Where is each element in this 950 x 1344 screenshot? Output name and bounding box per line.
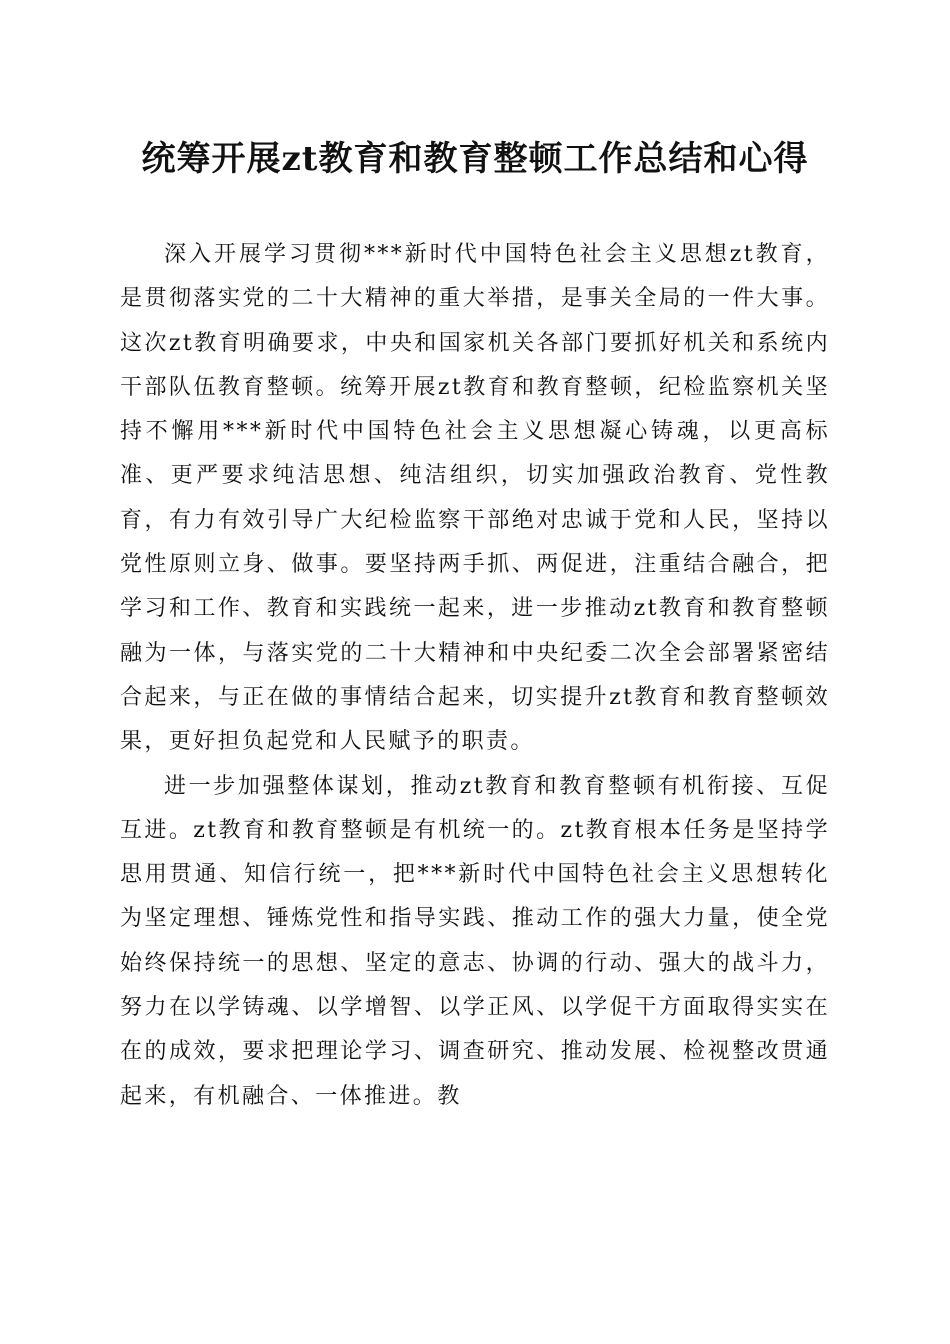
paragraph-2: 进一步加强整体谋划，推动zt教育和教育整顿有机衔接、互促互进。zt教育和教育整顿是有机统一的。zt教育根本任务是坚持学思用贯通、知信行统一，把***新时代中国特色社会主义思想转化为坚定理想、锤炼党性和指导实践、推动工作的强大力量，使全党始终保持统一的思想、坚定的意志、协调的行动、强大的战斗力，努力在以学铸魂、以学增智、以学正风、以学促干方面取得实实在在的成效，要求把理论学习、调查研究、推动发展、检视整改贯通起来，有机融合、一体推进。教 [120,773,830,1109]
paragraph-1: 深入开展学习贯彻***新时代中国特色社会主义思想zt教育，是贯彻落实党的二十大精神的重大举措，是事关全局的一件大事。这次zt教育明确要求，中央和国家机关各部门要抓好机关和系统内干部队伍教育整顿。统筹开展zt教育和教育整顿，纪检监察机关坚持不懈用***新时代中国特色社会主义思想凝心铸魂，以更高标准、更严要求纯洁思想、纯洁组织，切实加强政治教育、党性教育，有力有效引导广大纪检监察干部绝对忠诚于党和人民，坚持以党性原则立身、做事。要坚持两手抓、两促进，注重结合融合，把学习和工作、教育和实践统一起来，进一步推动zt教育和教育整顿融为一体，与落实党的二十大精神和中央纪委二次全会部署紧密结合起来，与正在做的事情结合起来，切实提升zt教育和教育整顿效果，更好担负起党和人民赋予的职责。 [120,242,830,755]
document-title: 统筹开展zt教育和教育整顿工作总结和心得 [141,139,809,179]
document-body [120,233,830,1119]
